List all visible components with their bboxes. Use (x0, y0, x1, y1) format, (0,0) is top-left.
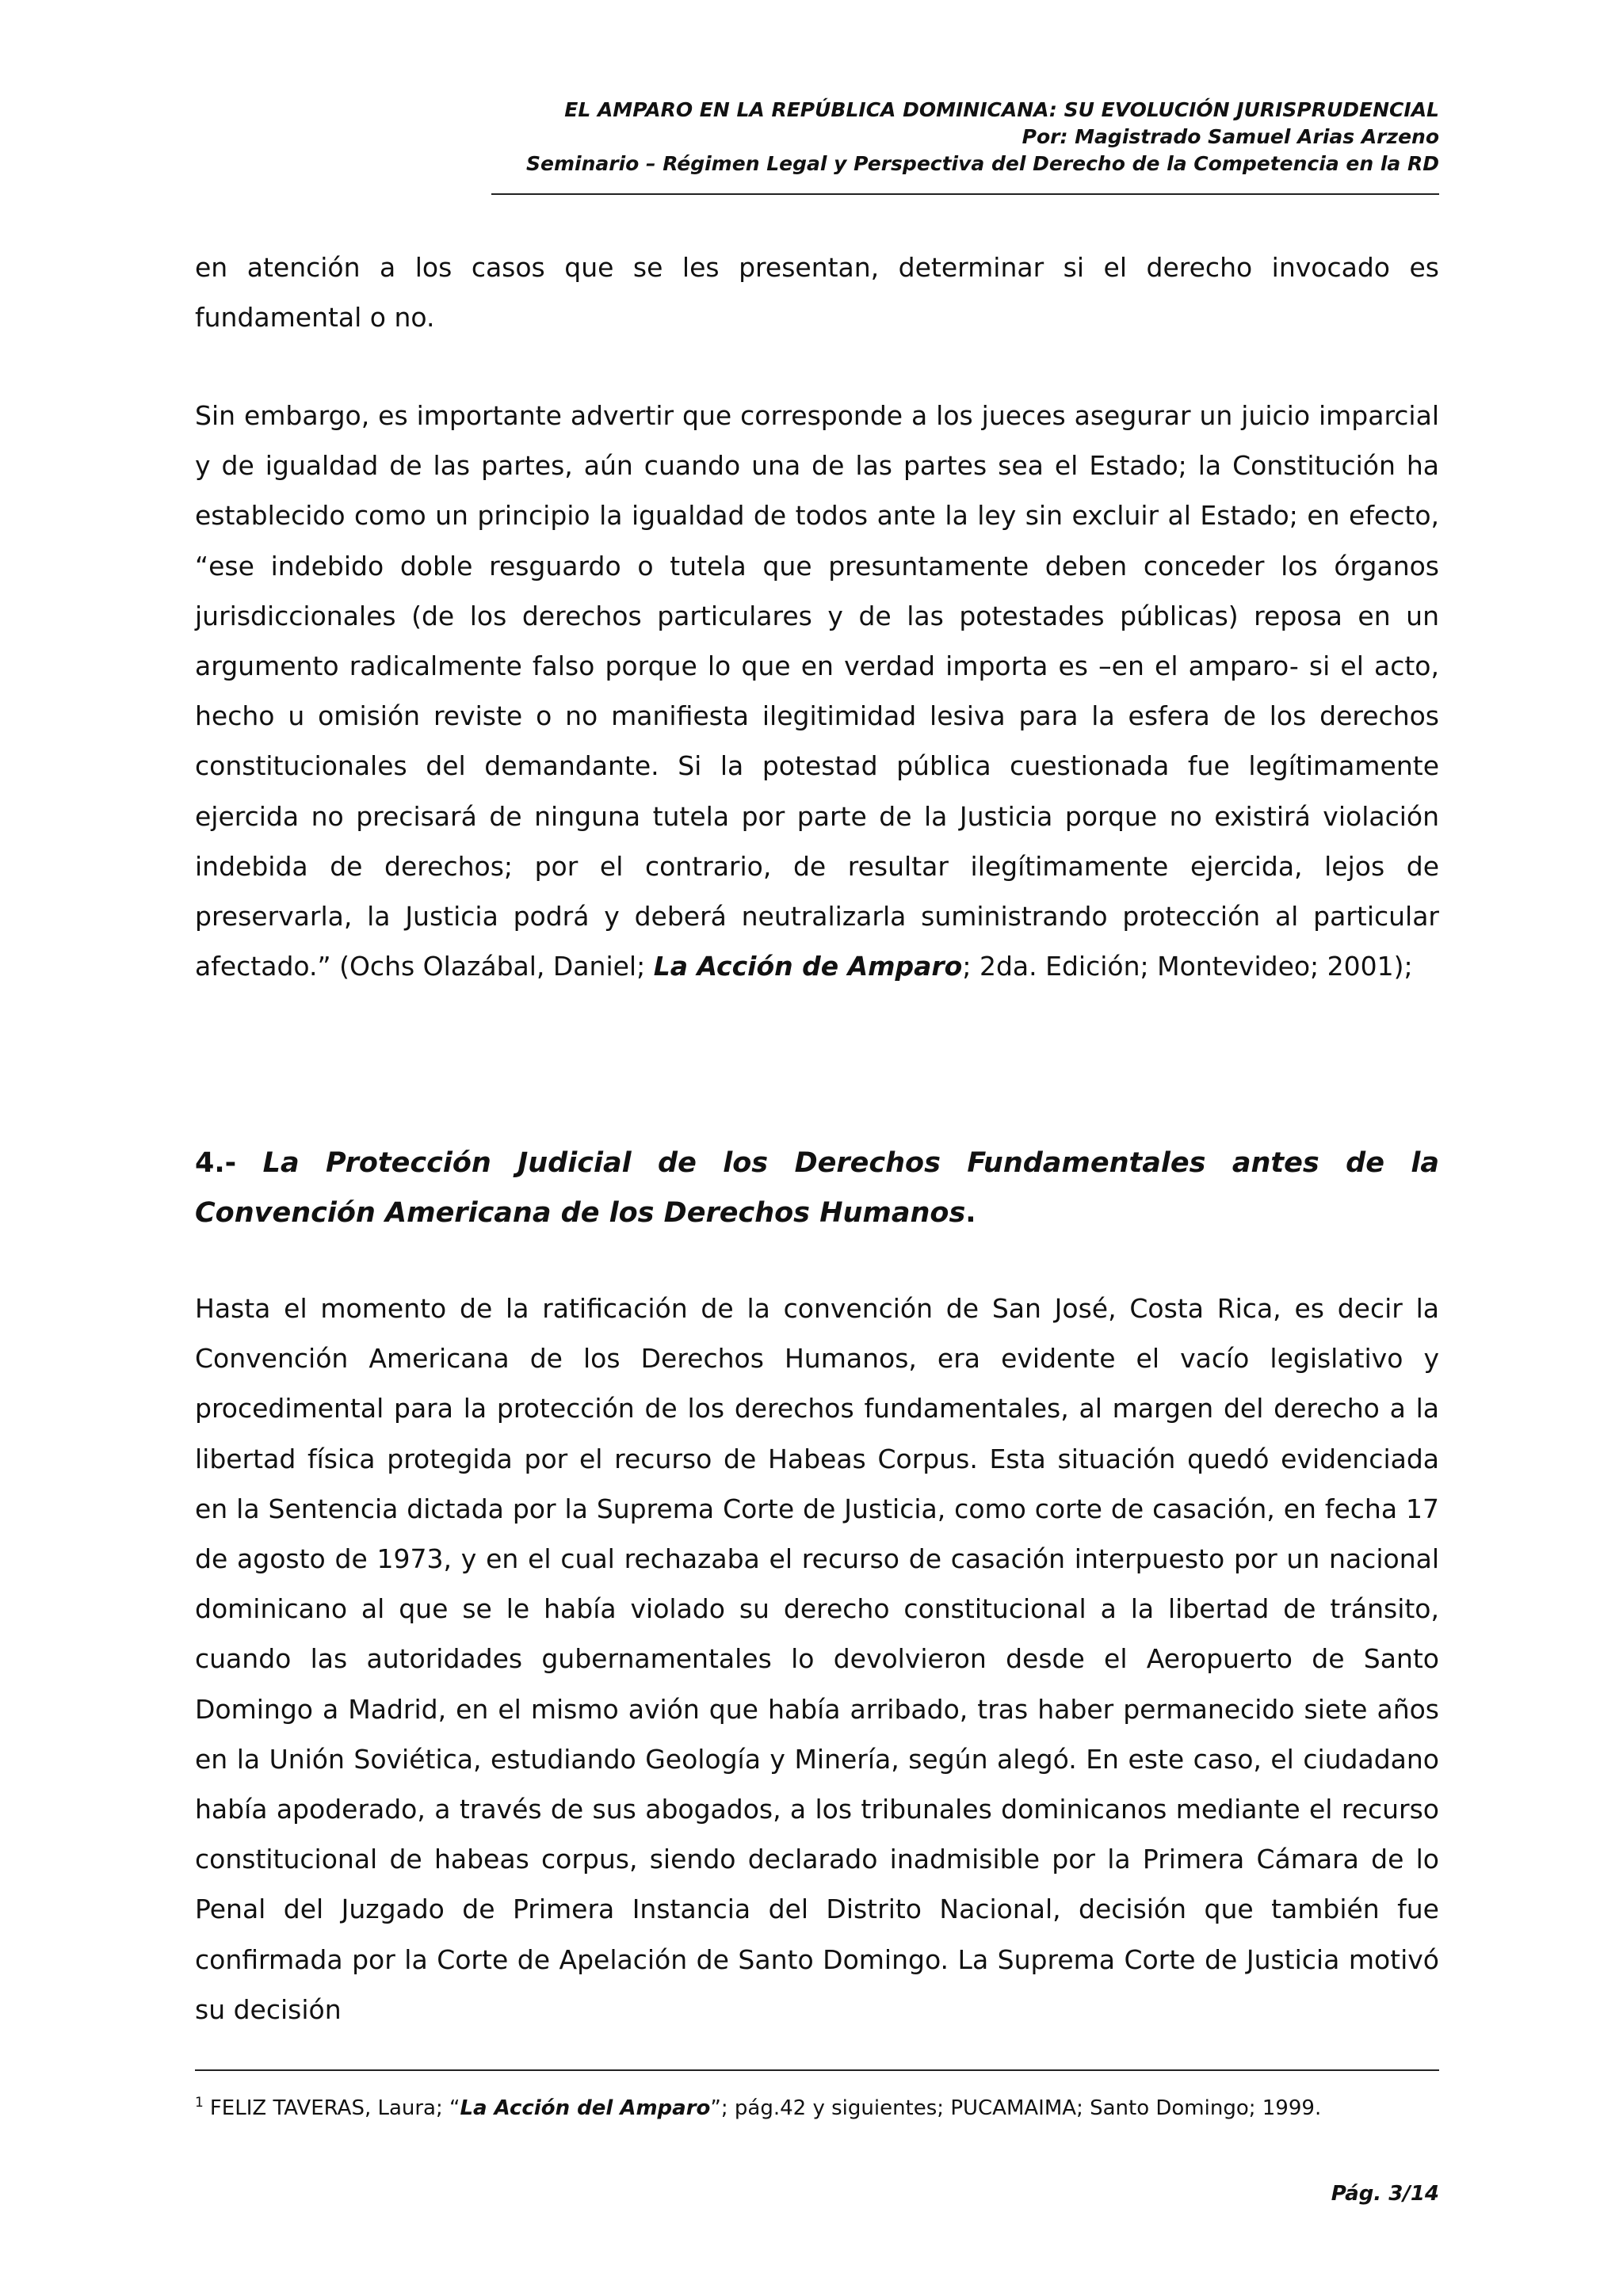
paragraph-1-text: en atención a los casos que se les presentan, determinar si el derecho invocado es fundamental o no. (195, 252, 1439, 334)
header-author: Por: Magistrado Samuel Arias Arzeno (1022, 125, 1439, 148)
book-title: La Acción de Amparo (653, 951, 963, 982)
header-title: EL AMPARO EN LA REPÚBLICA DOMINICANA: SU EVOLUCIÓN JURISPRUDENCIAL (564, 98, 1439, 121)
footnote-tail: ”; pág.42 y siguientes; PUCAMAIMA; Santo Domingo; 1999. (710, 2096, 1322, 2120)
section-title: La Protección Judicial de los Derechos Fundamentales antes de la Convención Americana de los Derechos Humanos (195, 1147, 1440, 1229)
footnote-text: FELIZ TAVERAS, Laura; “ (209, 2096, 460, 2120)
page-number: Pág. 3/14 (1331, 2182, 1439, 2206)
running-header (195, 97, 1439, 177)
header-seminar: Seminario – Régimen Legal y Perspectiva del Derecho de la Competencia en la RD (526, 152, 1439, 175)
section-title-end: . (965, 1197, 976, 1229)
footnote-title: La Acción del Amparo (460, 2096, 711, 2120)
header-divider (491, 193, 1439, 195)
paragraph-2-tail: ; 2da. Edición; Montevideo; 2001); (962, 951, 1413, 982)
footnote-divider (195, 2069, 1439, 2071)
paragraph-2-text: Sin embargo, es importante advertir que corresponde a los jueces asegurar un juicio imparcial y de igualdad de las partes, aún cuando una de las partes sea el Estado; la Constitución ha establecido como un principio la igualdad de todos ante la ley sin excluir al Estado; en efecto, “ese indebido doble resguardo o tutela que presuntamente deben conceder los órganos jurisdiccionales (de los derechos particulares y de las potestades públicas) reposa en un argumento radicalmente falso porque lo que en verdad importa es –en el amparo- si el acto, hecho u omisión reviste o no manifiesta ilegitimidad lesiva para la esfera de los derechos constitucionales del demandante. Si la potestad pública cuestionada fue legítimamente ejercida no precisará de ninguna tutela por parte de la Justicia porque no existirá violación indebida de derechos; por el contrario, de resultar ilegítimamente ejercida, lejos de preservarla, la Justicia podrá y deberá neutralizarla suministrando protección al particular afectado.” (Ochs Olazábal, Daniel; (195, 400, 1439, 982)
footnote-marker: 1 (195, 2095, 204, 2111)
paragraph-3-text: Hasta el momento de la ratificación de la convención de San José, Costa Rica, es decir la Convención Americana de los Derechos Humanos, era evidente el vacío legislativo y procedimental para la protección de los derechos fundamentales, al margen del derecho a la libertad física protegida por el recurso de Habeas Corpus. Esta situación quedó evidenciada en la Sentencia dictada por la Suprema Corte de Justicia, como corte de casación, en fecha 17 de agosto de 1973, y en el cual rechazaba el recurso de casación interpuesto por un nacional dominicano al que se le había violado su derecho constitucional a la libertad de tránsito, cuando las autoridades gubernamentales lo devolvieron desde el Aeropuerto de Santo Domingo a Madrid, en el mismo avión que había arribado, tras haber permanecido siete años en la Unión Soviética, estudiando Geología y Minería, según alegó. En este caso, el ciudadano había apoderado, a través de sus abogados, a los tribunales dominicanos mediante el recurso constitucional de habeas corpus, siendo declarado inadmisible por la Primera Cámara de lo Penal del Juzgado de Primera Instancia del Distrito Nacional, decisión que también fue confirmada por la Corte de Apelación de Santo Domingo. La Suprema Corte de Justicia motivó su decisión (195, 1293, 1439, 2025)
section-number: 4.- (195, 1147, 237, 1179)
section-heading (195, 1138, 1439, 1238)
paragraph-1 (195, 242, 1439, 342)
footnote (195, 2088, 1439, 2122)
paragraph-3 (195, 1283, 1439, 2035)
paragraph-2 (195, 391, 1439, 991)
